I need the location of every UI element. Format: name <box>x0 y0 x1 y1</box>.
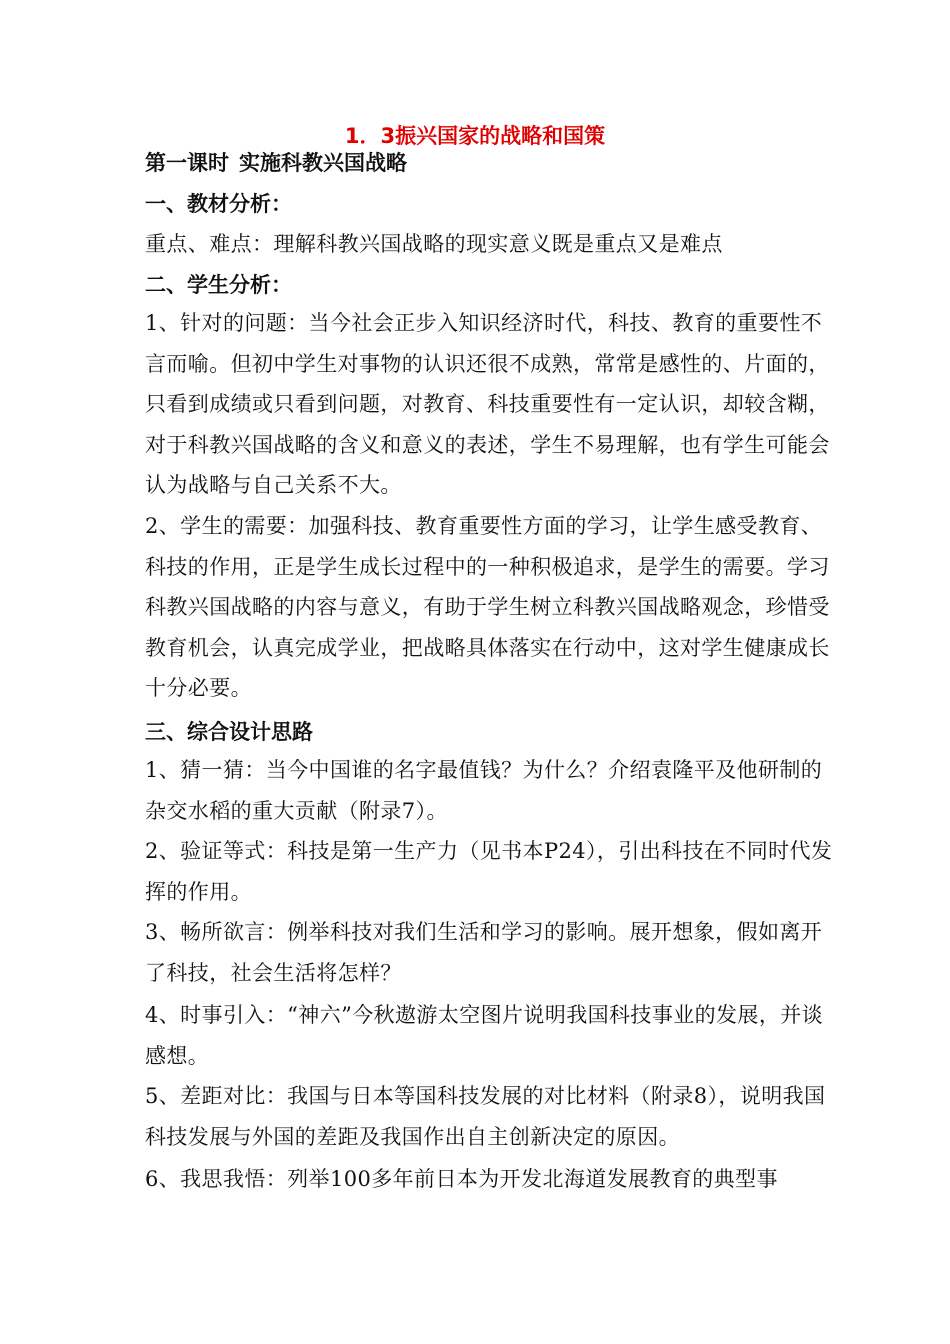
design-item: 6、我思我悟：列举100多年前日本为开发北海道发展教育的典型事 <box>145 1167 778 1191</box>
design-item: 3、畅所欲言：例举科技对我们生活和学习的影响。展开想象，假如离开了科技，社会生活将怎样？ <box>145 920 823 985</box>
key-points-text: 重点、难点：理解科教兴国战略的现实意义既是重点又是难点 <box>145 232 723 256</box>
design-item: 2、验证等式：科技是第一生产力（见书本P24），引出科技在不同时代发挥的作用。 <box>145 839 833 904</box>
student-problem-paragraph: 1、针对的问题：当今社会正步入知识经济时代，科技、教育的重要性不言而喻。但初中学生对事物的认识还很不成熟，常常是感性的、片面的，只看到成绩或只看到问题，对教育、科技重要性有一定认识，却较含糊，对于科教兴国战略的含义和意义的表述，学生不易理解，也有学生可能会认为战略与自己关系不大。 <box>145 311 830 498</box>
design-item: 1、猜一猜：当今中国谁的名字最值钱？为什么？介绍袁隆平及他研制的杂交水稻的重大贡献（附录7）。 <box>145 758 823 823</box>
section-heading-textbook-analysis: 一、教材分析： <box>145 192 292 216</box>
design-item: 5、差距对比：我国与日本等国科技发展的对比材料（附录8），说明我国科技发展与外国的差距及我国作出自主创新决定的原因。 <box>145 1084 826 1149</box>
design-item: 4、时事引入：“神六”今秋遨游太空图片说明我国科技事业的发展，并谈感想。 <box>145 1003 824 1068</box>
lesson-name: 实施科教兴国战略 <box>239 151 407 175</box>
student-needs-paragraph: 2、学生的需要：加强科技、教育重要性方面的学习，让学生感受教育、科技的作用，正是学生成长过程中的一种积极追求，是学生的需要。学习科教兴国战略的内容与意义，有助于学生树立科教兴国战略观念，珍惜受教育机会，认真完成学业，把战略具体落实在行动中，这对学生健康成长十分必要。 <box>145 514 830 701</box>
lesson-label: 第一课时 <box>145 151 229 175</box>
document-title: 1．3振兴国家的战略和国策 <box>344 124 606 148</box>
lesson-heading <box>145 148 407 178</box>
section-heading-student-analysis: 二、学生分析： <box>145 273 292 297</box>
section-heading-design-ideas: 三、综合设计思路 <box>145 720 313 744</box>
